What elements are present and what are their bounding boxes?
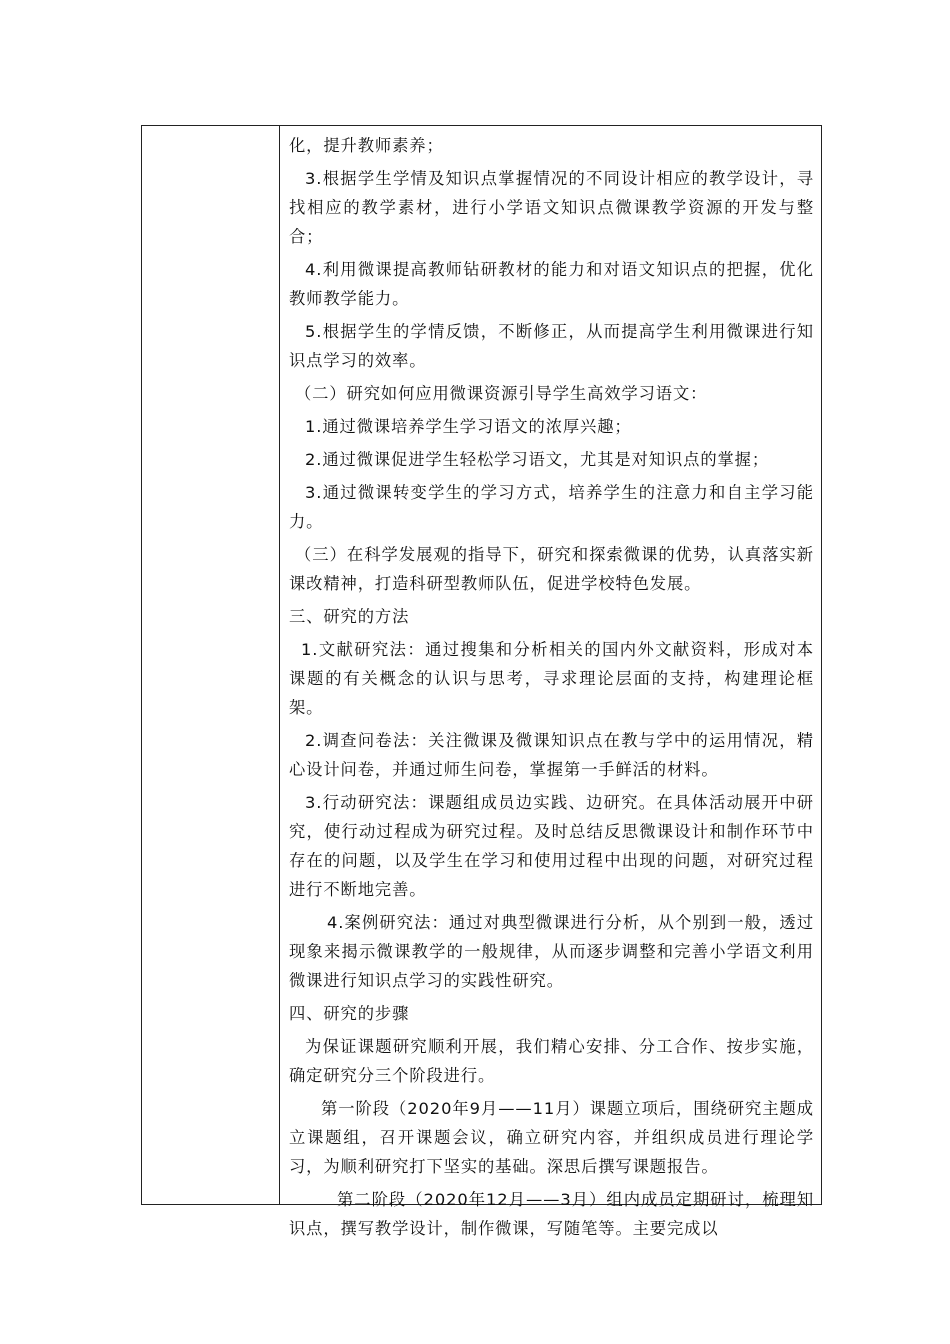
paragraph: 1.通过微课培养学生学习语文的浓厚兴趣；: [305, 417, 632, 436]
paragraph: 第二阶段（2020年12月——3月）组内成员定期研讨，梳理知识点，撰写教学设计，制作微课，写随笔等。主要完成以: [289, 1190, 814, 1238]
paragraph: 3.根据学生学情及知识点掌握情况的不同设计相应的教学设计，寻找相应的教学素材，进行小学语文知识点微课教学资源的开发与整合；: [289, 169, 814, 246]
paragraph: 第一阶段（2020年9月——11月）课题立项后，围绕研究主题成立课题组，召开课题会议，确立研究内容，并组织成员进行理论学习，为顺利研究打下坚实的基础。深思后撰写课题报告。: [289, 1099, 814, 1176]
section-heading: （二）研究如何应用微课资源引导学生高效学习语文：: [295, 384, 708, 403]
paragraph: 4.案例研究法：通过对典型微课进行分析，从个别到一般，透过现象来揭示微课教学的一般规律，从而逐步调整和完善小学语文利用微课进行知识点学习的实践性研究。: [289, 913, 814, 990]
paragraph: 3.行动研究法：课题组成员边实践、边研究。在具体活动展开中研究，使行动过程成为研究过程。及时总结反思微课设计和制作环节中存在的问题，以及学生在学习和使用过程中出现的问题，对研究过程进行不断地完善。: [289, 793, 814, 899]
paragraph: 4.利用微课提高教师钻研教材的能力和对语文知识点的把握，优化教师教学能力。: [289, 260, 814, 308]
paragraph: 为保证课题研究顺利开展，我们精心安排、分工合作、按步实施，确定研究分三个阶段进行。: [289, 1037, 814, 1085]
paragraph: 3.通过微课转变学生的学习方式，培养学生的注意力和自主学习能力。: [289, 483, 814, 531]
paragraph: 1.文献研究法：通过搜集和分析相关的国内外文献资料，形成对本课题的有关概念的认识与思考，寻求理论层面的支持，构建理论框架。: [289, 640, 814, 717]
paragraph: （三）在科学发展观的指导下，研究和探索微课的优势，认真落实新课改精神，打造科研型教师队伍，促进学校特色发展。: [289, 545, 814, 593]
section-heading: 三、研究的方法: [289, 607, 410, 626]
paragraph: 2.通过微课促进学生轻松学习语文，尤其是对知识点的掌握；: [305, 450, 770, 469]
table-frame: [141, 125, 822, 1238]
paragraph: 2.调查问卷法：关注微课及微课知识点在教与学中的运用情况，精心设计问卷，并通过师生问卷，掌握第一手鲜活的材料。: [289, 731, 814, 779]
section-heading: 四、研究的步骤: [289, 1004, 410, 1023]
paragraph: 5.根据学生的学情反馈，不断修正，从而提高学生利用微课进行知识点学习的效率。: [289, 322, 814, 370]
column-divider: [279, 126, 280, 1204]
paragraph: 化，提升教师素养；: [289, 136, 444, 155]
table-content-cell: [289, 131, 814, 1247]
